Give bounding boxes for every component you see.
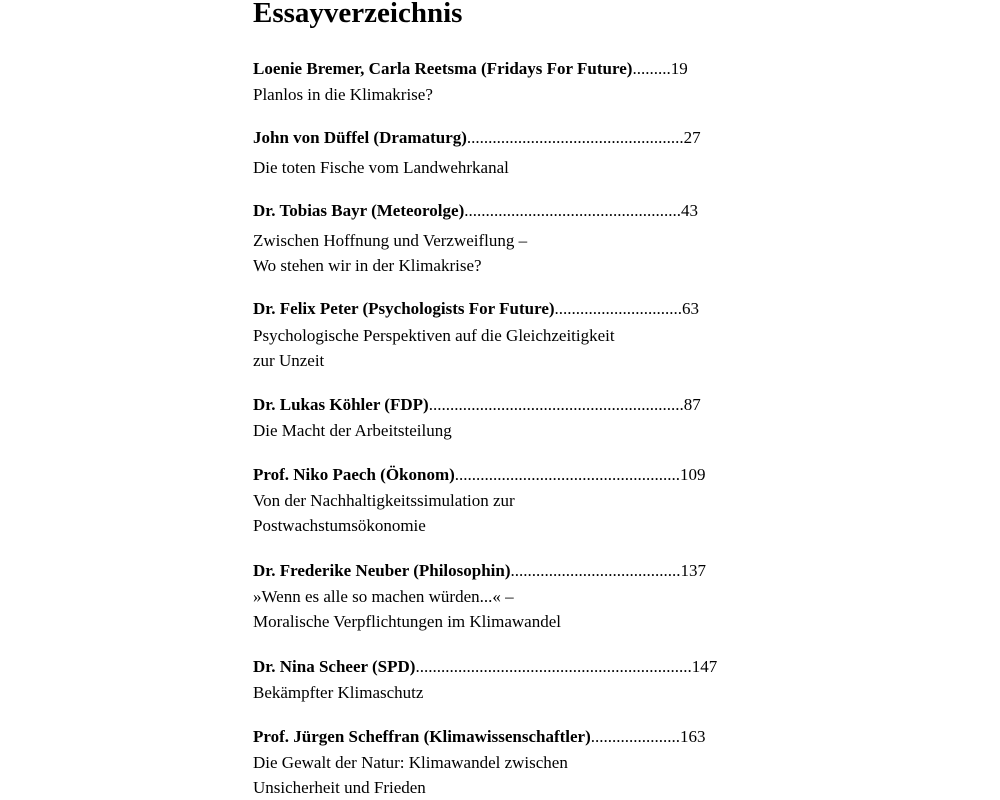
- toc-entry-subtitle-line: Wo stehen wir in der Klimakrise?: [253, 255, 482, 275]
- toc-entry-subtitle-line: Postwachstumsökonomie: [253, 515, 426, 535]
- toc-entry-leader: .........: [632, 59, 671, 78]
- toc-entry-heading: [253, 560, 773, 582]
- toc-entry-author: Loenie Bremer, Carla Reetsma (Fridays For Future): [253, 59, 633, 78]
- toc-entry-subtitle-line: Zwischen Hoffnung und Verzweiflung –: [253, 231, 528, 250]
- toc-entry-subtitle: [253, 229, 773, 278]
- toc-entry-subtitle-line: Die toten Fische vom Landwehrkanal: [253, 158, 509, 177]
- toc-entry-heading: [253, 726, 773, 748]
- toc-entry-leader: .....................: [590, 727, 680, 746]
- toc-entry-subtitle-line: Psychologische Perspektiven auf die Gleichzeitigkeit: [253, 326, 615, 345]
- toc-entry-leader: ........................................: [510, 561, 681, 580]
- toc-entry-leader: .................................................................: [415, 657, 692, 676]
- toc-entry-subtitle: [253, 681, 773, 706]
- toc-entry-page: 137: [680, 561, 707, 580]
- toc-entry-page: 163: [680, 727, 706, 746]
- toc-entry-subtitle: [253, 324, 773, 373]
- toc-entry: [253, 726, 773, 800]
- toc-entry-subtitle-line: Die Macht der Arbeitsteilung: [253, 421, 452, 440]
- toc-entry-author: Dr. Lukas Köhler (FDP): [253, 395, 429, 414]
- toc-entry-heading: [253, 127, 773, 149]
- toc-entry-leader: ............................................................: [428, 395, 684, 414]
- toc-entry-author: Dr. Felix Peter (Psychologists For Future): [253, 299, 555, 318]
- toc-entry: [253, 464, 773, 538]
- toc-entry-subtitle: [253, 489, 773, 538]
- toc-entry: [253, 127, 773, 181]
- toc-entry: [253, 394, 773, 444]
- toc-entry: [253, 560, 773, 634]
- toc-entry-subtitle: [253, 83, 773, 108]
- toc-entry-page: 19: [670, 59, 688, 78]
- toc-entry-subtitle-line: Planlos in die Klimakrise?: [253, 85, 433, 104]
- toc-entry-subtitle-line: Die Gewalt der Natur: Klimawandel zwischen: [253, 753, 568, 772]
- toc-entry-heading: [253, 656, 773, 678]
- toc-entry-page: 63: [682, 299, 700, 318]
- toc-entry-author: Prof. Jürgen Scheffran (Klimawissenschaftler): [253, 727, 591, 746]
- toc-entry: [253, 58, 773, 108]
- toc-entry-heading: [253, 464, 773, 486]
- toc-entry-leader: ..............................: [554, 299, 683, 318]
- toc-entry-page: 147: [691, 657, 718, 676]
- toc-entry-page: 27: [683, 128, 701, 147]
- toc-entry-page: 109: [680, 465, 706, 484]
- toc-entry-subtitle-line: Von der Nachhaltigkeitssimulation zur: [253, 491, 515, 510]
- toc-entry-page: 43: [680, 201, 698, 220]
- toc-entry-subtitle: [253, 585, 773, 634]
- toc-entry-author: Dr. Frederike Neuber (Philosophin): [253, 561, 511, 580]
- toc-entry: [253, 298, 773, 373]
- toc-entry-subtitle-line: Bekämpfter Klimaschutz: [253, 683, 424, 702]
- page-title: Essayverzeichnis: [253, 0, 463, 29]
- toc-entry-heading: [253, 58, 773, 80]
- toc-entry-author: John von Düffel (Dramaturg): [253, 128, 467, 147]
- toc-entry-author: Dr. Tobias Bayr (Meteorolge): [253, 201, 465, 220]
- toc-page: [253, 0, 773, 800]
- toc-entry-subtitle-line: zur Unzeit: [253, 350, 325, 370]
- toc-entry-subtitle: [253, 751, 773, 800]
- toc-entry-heading: [253, 298, 773, 320]
- toc-entry: [253, 656, 773, 706]
- toc-entry-subtitle: [253, 419, 773, 444]
- toc-entry-page: 87: [683, 395, 701, 414]
- toc-entry-subtitle: [253, 156, 773, 181]
- toc-entry-subtitle-line: Unsicherheit und Frieden: [253, 777, 426, 797]
- toc-entry-leader: .....................................................: [454, 465, 681, 484]
- toc-entry-leader: ...................................................: [466, 128, 684, 147]
- toc-entry: [253, 200, 773, 278]
- toc-entry-heading: [253, 394, 773, 416]
- toc-entry-subtitle-line: Moralische Verpflichtungen im Klimawandel: [253, 611, 561, 631]
- toc-entry-author: Dr. Nina Scheer (SPD): [253, 657, 416, 676]
- toc-entry-author: Prof. Niko Paech (Ökonom): [253, 465, 455, 484]
- toc-entry-subtitle-line: »Wenn es alle so machen würden...« –: [253, 587, 514, 606]
- toc-entry-leader: ...................................................: [464, 201, 681, 220]
- toc-entry-heading: [253, 200, 773, 222]
